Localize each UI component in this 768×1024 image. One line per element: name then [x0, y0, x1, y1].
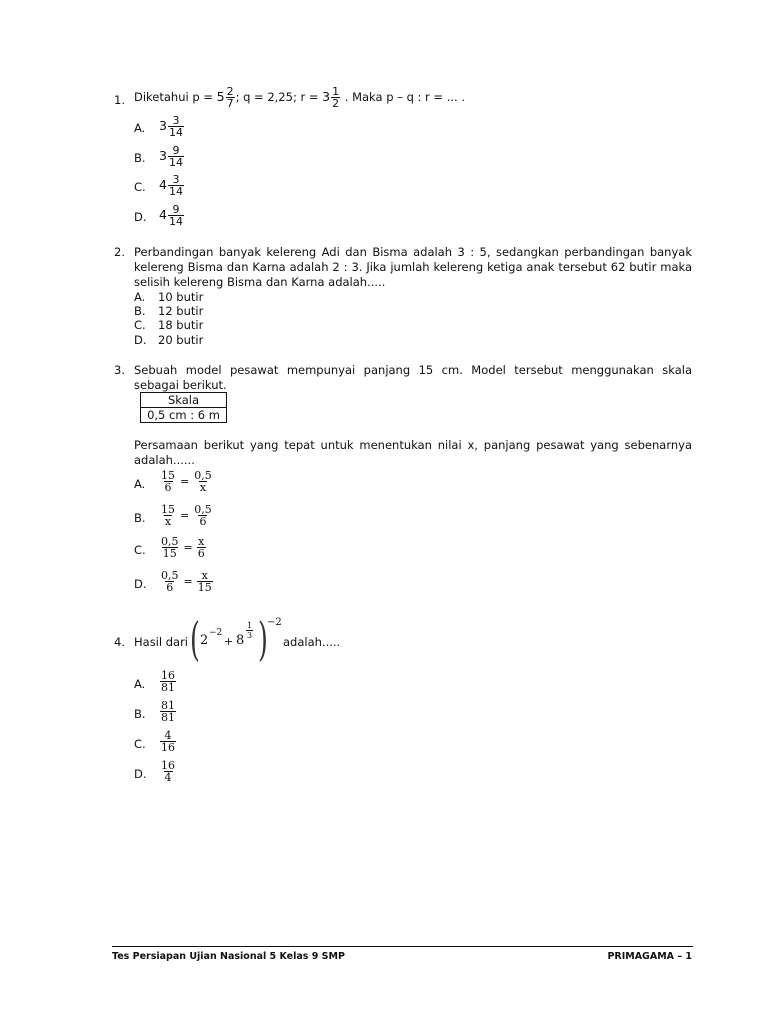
numerator: 15 — [161, 503, 175, 516]
question-3-prompt: Persamaan berikut yang tepat untuk menentukan nilai x, panjang pesawat yang sebenarnya adalah...... — [134, 438, 692, 467]
footer-page-number: PRIMAGAMA – 1 — [607, 951, 692, 962]
option-label: C. — [134, 737, 146, 751]
option-label: B. — [134, 511, 146, 525]
option-label: A. — [134, 477, 146, 491]
question-2-text: Perbandingan banyak kelereng Adi dan Bisma adalah 3 : 5, sedangkan perbandingan banyak kelereng Bisma dan Karna adalah 2 : 3. Jika jumlah kelereng ketiga anak tersebut 62 butir maka selisih kelereng Bisma dan Karna adalah..... — [134, 245, 692, 289]
question-4-text-a: Hasil dari — [134, 635, 189, 649]
numerator: 3 — [172, 114, 180, 127]
option-whole: 4 — [159, 177, 167, 192]
denominator: 6 — [164, 481, 172, 494]
option-text[interactable]: 18 butir — [158, 318, 204, 332]
base-two: 8 — [236, 633, 245, 648]
numerator: 16 — [161, 759, 175, 772]
exponent-two-fraction — [246, 621, 253, 640]
numerator: 81 — [161, 699, 175, 712]
numerator: 9 — [172, 203, 180, 216]
numerator: 0,5 — [161, 569, 179, 582]
option-label: A. — [134, 290, 146, 304]
denominator: 81 — [161, 711, 175, 724]
r-fraction — [331, 86, 340, 109]
left-fraction — [160, 536, 180, 559]
numerator: 0,5 — [161, 535, 179, 548]
outer-exponent: −2 — [267, 617, 282, 628]
plus-sign: + — [224, 635, 234, 648]
denominator: 16 — [161, 741, 175, 754]
numerator: 4 — [164, 729, 172, 742]
p-fraction — [226, 86, 235, 109]
question-1-text-b: ; q = 2,25; r = — [235, 90, 323, 104]
option-equation[interactable] — [159, 470, 214, 493]
numerator: 1 — [247, 621, 253, 630]
option-label: B. — [134, 151, 146, 165]
option-label: C. — [134, 180, 146, 194]
footer-divider — [112, 946, 693, 947]
option-fraction — [160, 730, 176, 753]
p-whole: 5 — [216, 89, 225, 104]
option-equation[interactable] — [159, 536, 207, 559]
question-number: 1. — [114, 93, 125, 107]
left-fraction — [160, 570, 180, 593]
p-denominator: 7 — [226, 97, 234, 110]
equals-sign: = — [183, 575, 193, 588]
equals-sign: = — [180, 509, 190, 522]
option-fraction — [160, 700, 176, 723]
denominator: 15 — [162, 547, 177, 560]
numerator: x — [198, 535, 205, 548]
exponent-one: −2 — [209, 628, 223, 638]
option-fraction — [168, 204, 184, 227]
question-number: 4. — [114, 635, 125, 649]
option-value[interactable] — [159, 730, 177, 753]
question-3-text: Sebuah model pesawat mempunyai panjang 15 cm. Model tersebut menggunakan skala sebagai berikut. — [134, 363, 692, 392]
question-4-text-b: adalah..... — [283, 635, 341, 649]
option-value[interactable] — [159, 115, 185, 138]
option-equation[interactable] — [159, 570, 214, 593]
denominator: 4 — [164, 771, 172, 784]
footer-title: Tes Persiapan Ujian Nasional 5 Kelas 9 SMP — [112, 951, 345, 962]
option-label: A. — [134, 121, 146, 135]
question-1-text-a: Diketahui p = — [134, 90, 217, 104]
option-fraction — [160, 670, 176, 693]
scale-table — [140, 392, 227, 423]
denominator: 3 — [247, 631, 253, 640]
option-fraction — [168, 145, 184, 168]
option-equation[interactable] — [159, 504, 214, 527]
option-label: D. — [134, 333, 147, 347]
right-parenthesis: ) — [258, 612, 268, 666]
option-fraction — [160, 760, 176, 783]
question-number: 2. — [114, 245, 125, 259]
right-fraction — [193, 470, 213, 493]
right-fraction — [197, 570, 213, 593]
left-parenthesis: ( — [190, 612, 200, 666]
numerator: 0,5 — [194, 503, 212, 516]
scale-table-header: Skala — [141, 393, 227, 408]
equals-sign: = — [183, 541, 193, 554]
denominator: 14 — [168, 185, 183, 198]
question-1-text-c: . Maka p – q : r = ... . — [341, 90, 466, 104]
option-fraction — [168, 174, 184, 197]
r-numerator: 1 — [332, 85, 340, 98]
denominator: 14 — [168, 215, 183, 228]
p-numerator: 2 — [226, 85, 234, 98]
denominator: 15 — [197, 581, 212, 594]
option-text[interactable]: 10 butir — [158, 290, 204, 304]
denominator: x — [199, 481, 207, 494]
option-fraction — [168, 115, 184, 138]
option-value[interactable] — [159, 145, 185, 168]
denominator: 6 — [197, 547, 205, 560]
base-one: 2 — [200, 633, 209, 648]
option-whole: 3 — [159, 148, 167, 163]
option-whole: 4 — [159, 207, 167, 222]
option-value[interactable] — [159, 670, 177, 693]
option-label: D. — [134, 210, 147, 224]
equals-sign: = — [180, 475, 190, 488]
r-whole: 3 — [322, 89, 331, 104]
option-value[interactable] — [159, 760, 177, 783]
option-whole: 3 — [159, 118, 167, 133]
r-denominator: 2 — [332, 97, 340, 110]
option-value[interactable] — [159, 204, 185, 227]
numerator: 16 — [161, 669, 175, 682]
option-label: B. — [134, 707, 146, 721]
option-label: C. — [134, 543, 146, 557]
scale-table-value: 0,5 cm : 6 m — [141, 408, 227, 423]
option-label: C. — [134, 318, 146, 332]
option-value[interactable] — [159, 174, 185, 197]
option-value[interactable] — [159, 700, 177, 723]
denominator: x — [164, 515, 172, 528]
left-fraction — [160, 504, 176, 527]
left-fraction — [160, 470, 176, 493]
numerator: 15 — [161, 469, 175, 482]
option-text[interactable]: 20 butir — [158, 333, 204, 347]
question-number: 3. — [114, 363, 125, 377]
option-label: A. — [134, 677, 146, 691]
q4-expression — [190, 612, 282, 667]
option-label: B. — [134, 304, 146, 318]
denominator: 6 — [166, 581, 174, 594]
option-text[interactable]: 12 butir — [158, 304, 204, 318]
right-fraction — [197, 536, 206, 559]
denominator: 6 — [199, 515, 207, 528]
denominator: 81 — [161, 681, 175, 694]
option-label: D. — [134, 577, 147, 591]
numerator: 9 — [172, 144, 180, 157]
right-fraction — [193, 504, 213, 527]
numerator: x — [201, 569, 208, 582]
numerator: 3 — [172, 173, 180, 186]
numerator: 0,5 — [194, 469, 212, 482]
question-1-stem — [134, 86, 465, 109]
option-label: D. — [134, 767, 147, 781]
denominator: 14 — [168, 126, 183, 139]
denominator: 14 — [168, 156, 183, 169]
